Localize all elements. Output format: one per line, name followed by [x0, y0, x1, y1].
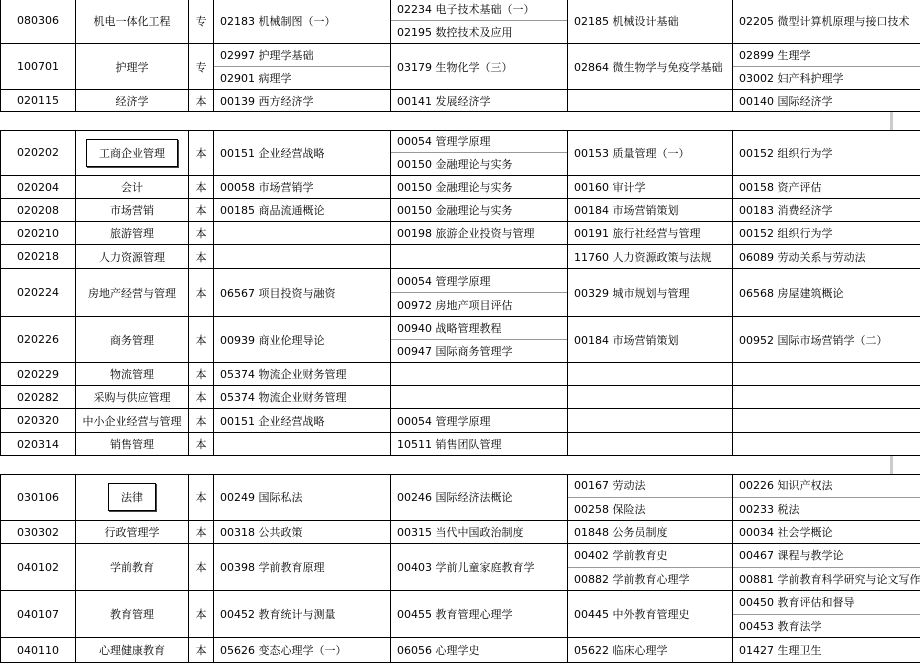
course-entry: 00184 市场营销策划	[574, 333, 679, 347]
course-cell	[568, 90, 733, 112]
course-entry: 00882 学前教育心理学	[568, 567, 732, 591]
level-cell	[189, 176, 214, 199]
major-code: 100701	[17, 60, 59, 73]
course-cell	[214, 44, 391, 90]
table-row	[0, 409, 920, 433]
level-label: 本	[195, 94, 207, 108]
major-code-cell	[0, 591, 76, 638]
course-cell	[391, 544, 568, 591]
table-row	[0, 433, 920, 456]
course-cell	[391, 199, 568, 222]
course-cell	[391, 245, 568, 269]
level-cell	[189, 521, 214, 544]
level-cell	[189, 474, 214, 521]
major-code-cell	[0, 176, 76, 199]
course-cell	[568, 409, 733, 433]
major-name: 教育管理	[110, 608, 154, 621]
major-name: 经济学	[115, 94, 149, 108]
major-name-cell	[76, 474, 189, 521]
level-label: 本	[195, 561, 207, 574]
major-code-cell	[0, 44, 76, 90]
course-entry: 00947 国际商务管理学	[391, 339, 567, 362]
course-cell	[391, 0, 568, 44]
course-entry: 00191 旅行社经营与管理	[574, 227, 701, 240]
course-entry: 00952 国际市场营销学（二）	[739, 333, 888, 347]
course-entry: 00940 战略管理教程	[397, 322, 502, 335]
course-entry: 03179 生物化学（三）	[397, 60, 513, 74]
course-entry: 00151 企业经营战略	[220, 414, 325, 428]
course-entry: 00183 消费经济学	[739, 204, 833, 217]
course-cell	[391, 474, 568, 521]
course-entry: 03002 妇产科护理学	[733, 66, 920, 89]
block-top-border	[0, 474, 920, 475]
level-cell	[189, 130, 214, 176]
level-label: 本	[195, 526, 207, 539]
major-name-cell	[76, 269, 189, 317]
course-entry: 00054 管理学原理	[397, 274, 491, 288]
major-name: 人力资源管理	[99, 250, 165, 264]
table-row	[0, 269, 920, 317]
table-row	[0, 199, 920, 222]
course-entry: 00150 金融理论与实务	[391, 152, 567, 175]
level-label: 本	[195, 146, 207, 160]
major-code: 030302	[17, 525, 59, 539]
table-row	[0, 176, 920, 199]
course-cell	[733, 199, 920, 222]
course-entry: 00152 组织行为学	[739, 227, 833, 240]
course-entry: 00185 商品流通概论	[220, 204, 325, 217]
level-cell	[189, 44, 214, 90]
major-name-cell	[76, 521, 189, 544]
course-cell	[568, 386, 733, 409]
major-name-cell	[76, 130, 189, 176]
level-cell	[189, 245, 214, 269]
course-cell	[214, 130, 391, 176]
course-entry: 02899 生理学	[739, 49, 811, 62]
level-label: 本	[195, 181, 207, 194]
major-name: 会计	[121, 181, 143, 194]
major-name-cell	[76, 176, 189, 199]
course-cell	[568, 433, 733, 456]
course-entry: 00467 课程与教学论	[739, 549, 844, 563]
course-entry: 00140 国际经济学	[739, 94, 833, 108]
course-cell	[391, 317, 568, 363]
course-cell	[391, 409, 568, 433]
table-row	[0, 222, 920, 245]
major-name-cell	[76, 544, 189, 591]
course-entry: 00141 发展经济学	[397, 94, 491, 108]
course-entry: 00153 质量管理（一）	[574, 146, 690, 160]
course-cell	[568, 269, 733, 317]
course-entry: 00150 金融理论与实务	[397, 181, 513, 194]
level-cell	[189, 317, 214, 363]
major-code-cell	[0, 222, 76, 245]
course-entry: 00445 中外教育管理史	[574, 608, 690, 621]
level-label: 本	[195, 368, 207, 381]
course-entry: 00939 商业伦理导论	[220, 333, 325, 347]
course-cell	[733, 245, 920, 269]
major-name-cell	[76, 44, 189, 90]
course-cell	[391, 521, 568, 544]
table-row	[0, 638, 920, 663]
course-cell	[391, 222, 568, 245]
course-cell	[214, 90, 391, 112]
major-name-cell	[76, 433, 189, 456]
major-code: 020202	[17, 146, 59, 159]
major-code: 040102	[17, 560, 59, 574]
course-cell	[391, 363, 568, 386]
course-cell	[568, 222, 733, 245]
major-name: 学前教育	[110, 561, 154, 574]
major-name: 旅游管理	[110, 227, 154, 240]
major-code: 020282	[17, 390, 59, 404]
level-cell	[189, 90, 214, 112]
course-cell	[733, 591, 920, 638]
major-name: 中小企业经营与管理	[82, 414, 182, 428]
course-cell	[214, 386, 391, 409]
course-entry: 02205 微型计算机原理与接口技术	[739, 14, 910, 28]
course-cell	[391, 638, 568, 663]
course-entry: 01427 生理卫生	[739, 644, 822, 657]
level-label: 本	[195, 491, 207, 504]
course-cell	[568, 44, 733, 90]
course-entry: 00453 教育法学	[733, 614, 920, 638]
level-label: 本	[195, 644, 207, 657]
course-entry: 00329 城市规划与管理	[574, 286, 690, 300]
course-cell	[568, 130, 733, 176]
course-cell	[733, 176, 920, 199]
level-label: 专	[195, 14, 207, 28]
course-cell	[733, 317, 920, 363]
major-name: 机电一体化工程	[93, 14, 171, 28]
course-cell	[568, 363, 733, 386]
major-name-cell	[76, 245, 189, 269]
level-cell	[189, 638, 214, 663]
course-entry: 00152 组织行为学	[739, 146, 833, 160]
course-cell	[391, 386, 568, 409]
course-entry: 00184 市场营销策划	[574, 204, 679, 217]
major-code-cell	[0, 433, 76, 456]
level-label: 专	[195, 60, 207, 74]
course-cell	[568, 245, 733, 269]
course-cell	[568, 591, 733, 638]
course-cell	[214, 433, 391, 456]
course-cell	[214, 176, 391, 199]
major-code: 040110	[17, 643, 59, 657]
table-row	[0, 474, 920, 521]
course-cell	[733, 130, 920, 176]
major-code: 020218	[17, 250, 59, 263]
course-entry: 00249 国际私法	[220, 491, 303, 504]
course-cell	[214, 409, 391, 433]
major-code-cell	[0, 409, 76, 433]
level-cell	[189, 386, 214, 409]
course-cell	[214, 317, 391, 363]
course-cell	[733, 474, 920, 521]
course-entry: 00403 学前儿童家庭教育学	[397, 561, 535, 574]
level-cell	[189, 544, 214, 591]
course-entry: 05622 临床心理学	[574, 644, 668, 657]
course-cell	[214, 222, 391, 245]
level-label: 本	[195, 391, 207, 404]
course-cell	[733, 269, 920, 317]
course-entry: 00258 保险法	[568, 497, 732, 521]
major-code: 020229	[17, 367, 59, 381]
major-name: 物流管理	[110, 368, 154, 381]
course-entry: 00450 教育评估和督导	[739, 596, 855, 610]
course-entry: 00318 公共政策	[220, 526, 303, 539]
course-cell	[391, 176, 568, 199]
course-cell	[391, 90, 568, 112]
course-entry: 00150 金融理论与实务	[397, 204, 513, 217]
major-code-cell	[0, 544, 76, 591]
course-cell	[214, 638, 391, 663]
course-cell	[733, 638, 920, 663]
level-cell	[189, 591, 214, 638]
course-entry: 02183 机械制图（一）	[220, 14, 336, 28]
course-entry: 05374 物流企业财务管理	[220, 391, 347, 404]
course-entry: 00054 管理学原理	[397, 414, 491, 428]
course-cell	[733, 222, 920, 245]
course-entry: 05626 变态心理学（一）	[220, 644, 347, 657]
level-label: 本	[195, 250, 207, 264]
course-cell	[568, 521, 733, 544]
major-code-cell	[0, 0, 76, 44]
course-cell	[214, 591, 391, 638]
major-name: 心理健康教育	[99, 644, 165, 657]
major-name-cell	[76, 363, 189, 386]
major-code-cell	[0, 269, 76, 317]
major-name-cell	[76, 386, 189, 409]
major-name: 商务管理	[110, 333, 154, 347]
course-entry: 00315 当代中国政治制度	[397, 526, 524, 539]
level-cell	[189, 0, 214, 44]
table-row	[0, 317, 920, 363]
course-cell	[733, 544, 920, 591]
level-label: 本	[195, 414, 207, 428]
table-row	[0, 386, 920, 409]
major-code-cell	[0, 317, 76, 363]
major-code: 020210	[17, 226, 59, 240]
course-entry: 00158 资产评估	[739, 181, 822, 194]
course-entry: 02901 病理学	[214, 66, 390, 89]
major-name: 护理学	[115, 60, 149, 74]
major-code-cell	[0, 474, 76, 521]
major-code-cell	[0, 363, 76, 386]
course-entry: 10511 销售团队管理	[397, 438, 502, 451]
course-cell	[568, 199, 733, 222]
course-cell	[391, 269, 568, 317]
course-cell	[733, 386, 920, 409]
major-name-cell	[76, 0, 189, 44]
course-entry: 11760 人力资源政策与法规	[574, 250, 712, 264]
level-cell	[189, 199, 214, 222]
level-cell	[189, 363, 214, 386]
major-code-cell	[0, 521, 76, 544]
course-entry: 06089 劳动关系与劳动法	[739, 250, 866, 264]
table-row	[0, 521, 920, 544]
course-entry: 00402 学前教育史	[574, 549, 668, 563]
course-entry: 00058 市场营销学	[220, 181, 314, 194]
course-cell	[568, 474, 733, 521]
course-entry: 00881 学前教育科学研究与论文写作	[733, 567, 920, 591]
course-entry: 05374 物流企业财务管理	[220, 368, 347, 381]
course-entry: 00198 旅游企业投资与管理	[397, 227, 535, 240]
level-label: 本	[195, 286, 207, 300]
course-entry: 02195 数控技术及应用	[391, 20, 567, 43]
course-cell	[214, 521, 391, 544]
major-code: 080306	[17, 14, 59, 27]
course-cell	[568, 544, 733, 591]
table-row	[0, 130, 920, 176]
course-cell	[733, 0, 920, 44]
course-entry: 00233 税法	[733, 497, 920, 521]
major-name-cell	[76, 591, 189, 638]
major-name: 行政管理学	[104, 526, 160, 539]
course-cell	[733, 44, 920, 90]
course-cell	[733, 433, 920, 456]
course-cell	[568, 0, 733, 44]
course-entry: 00226 知识产权法	[739, 479, 833, 493]
major-name-cell	[76, 199, 189, 222]
level-cell	[189, 269, 214, 317]
level-label: 本	[195, 608, 207, 621]
major-code-cell	[0, 245, 76, 269]
level-cell	[189, 409, 214, 433]
level-label: 本	[195, 333, 207, 347]
course-cell	[391, 591, 568, 638]
course-entry: 00151 企业经营战略	[220, 146, 325, 160]
course-cell	[214, 269, 391, 317]
major-name: 销售管理	[110, 438, 154, 451]
major-code: 020208	[17, 203, 59, 217]
major-code: 040107	[17, 607, 59, 621]
major-name: 市场营销	[110, 204, 154, 217]
course-entry: 00455 教育管理心理学	[397, 608, 513, 621]
course-entry: 00167 劳动法	[574, 479, 646, 493]
course-entry: 01848 公务员制度	[574, 526, 668, 539]
block-top-border	[0, 130, 920, 131]
major-name: 采购与供应管理	[93, 391, 171, 404]
level-cell	[189, 433, 214, 456]
scroll-gap-marker	[890, 456, 893, 474]
course-entry: 00034 社会学概论	[739, 526, 833, 539]
major-code-cell	[0, 90, 76, 112]
major-code: 020115	[17, 94, 59, 107]
course-entry: 00054 管理学原理	[397, 135, 491, 148]
course-cell	[391, 130, 568, 176]
major-code: 020224	[17, 286, 59, 299]
course-entry: 02864 微生物学与免疫学基础	[574, 60, 723, 74]
course-entry: 00139 西方经济学	[220, 94, 314, 108]
course-entry: 02185 机械设计基础	[574, 14, 679, 28]
major-name-cell	[76, 409, 189, 433]
course-entry: 02234 电子技术基础（一）	[397, 3, 535, 16]
major-code-cell	[0, 386, 76, 409]
major-name-cell	[76, 90, 189, 112]
level-cell	[189, 222, 214, 245]
major-code: 020320	[17, 414, 59, 427]
major-name-cell	[76, 317, 189, 363]
major-code: 030106	[17, 490, 59, 504]
course-cell	[391, 44, 568, 90]
course-cell	[568, 317, 733, 363]
course-cell	[733, 90, 920, 112]
scroll-gap-marker	[890, 112, 893, 130]
course-cell	[733, 363, 920, 386]
major-name-cell	[76, 638, 189, 663]
major-code-cell	[0, 199, 76, 222]
course-entry: 00160 审计学	[574, 181, 646, 194]
table-row	[0, 591, 920, 638]
level-label: 本	[195, 227, 207, 240]
course-cell	[214, 363, 391, 386]
major-code: 020204	[17, 180, 59, 194]
course-entry: 00972 房地产项目评估	[391, 292, 567, 316]
course-cell	[568, 176, 733, 199]
major-name: 工商企业管理	[86, 139, 178, 167]
course-entry: 02997 护理学基础	[220, 49, 314, 62]
course-cell	[214, 474, 391, 521]
course-cell	[214, 199, 391, 222]
course-cell	[214, 0, 391, 44]
course-entry: 06056 心理学史	[397, 644, 480, 657]
major-name: 房地产经营与管理	[88, 286, 176, 300]
major-code: 020314	[17, 437, 59, 451]
table-row	[0, 363, 920, 386]
major-code: 020226	[17, 333, 59, 346]
course-entry: 00452 教育统计与测量	[220, 608, 336, 621]
level-label: 本	[195, 438, 207, 451]
level-label: 本	[195, 204, 207, 217]
course-cell	[733, 409, 920, 433]
major-name-cell	[76, 222, 189, 245]
course-entry: 00398 学前教育原理	[220, 561, 325, 574]
major-name: 法律	[108, 483, 156, 511]
course-cell	[391, 433, 568, 456]
table-row	[0, 0, 920, 44]
major-code-cell	[0, 130, 76, 176]
course-cell	[214, 544, 391, 591]
table-row	[0, 90, 920, 112]
course-entry: 06567 项目投资与融资	[220, 286, 336, 300]
table-row	[0, 44, 920, 90]
course-entry: 00246 国际经济法概论	[397, 491, 513, 504]
course-cell	[214, 245, 391, 269]
table-row	[0, 245, 920, 269]
course-cell	[733, 521, 920, 544]
table-row	[0, 544, 920, 591]
major-code-cell	[0, 638, 76, 663]
course-cell	[568, 638, 733, 663]
course-entry: 06568 房屋建筑概论	[739, 286, 844, 300]
